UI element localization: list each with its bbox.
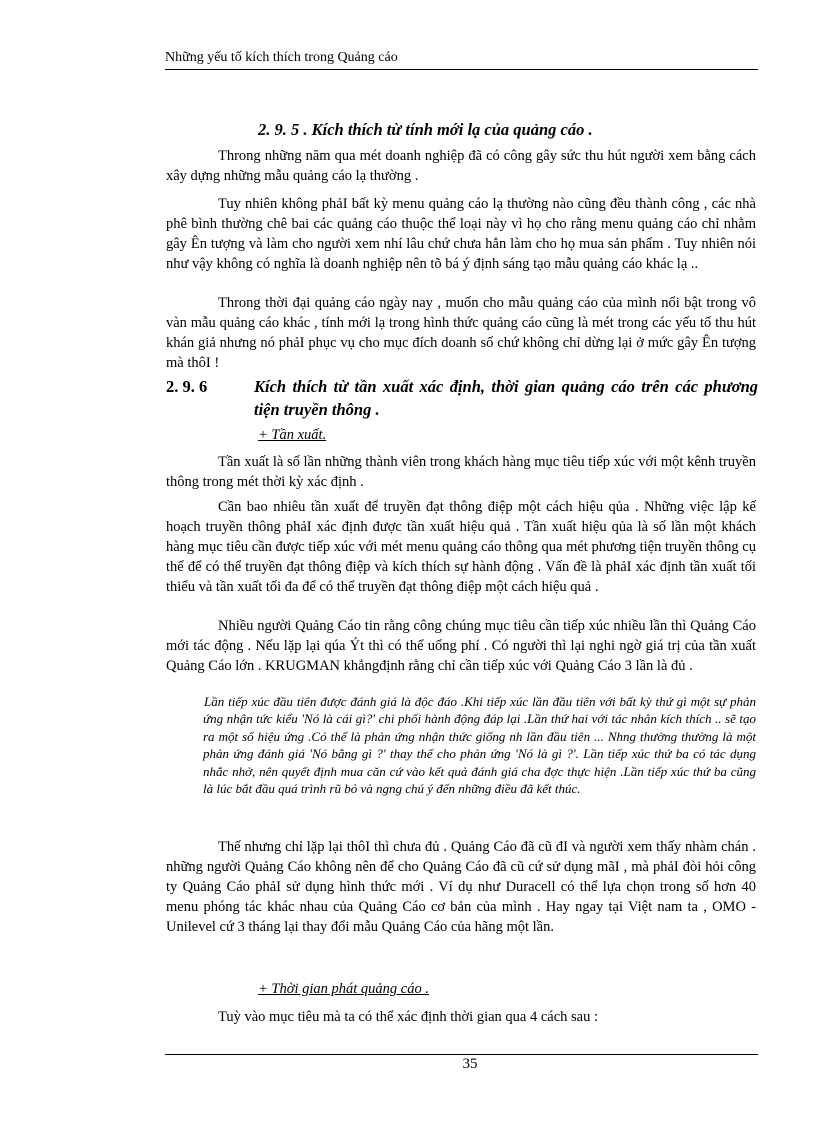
section-number: 2. 9. 6 — [166, 377, 208, 396]
subheading-broadcast-time: + Thời gian phát quảng cáo . — [258, 981, 429, 997]
header-divider — [165, 69, 758, 70]
footer-divider — [165, 1054, 758, 1055]
paragraph: Tần xuất là số lần những thành viên trong khách hàng mục tiêu tiếp xúc với một kênh truyền thông trong mét thời kỳ xác định . — [166, 454, 756, 490]
paragraph: Throng những năm qua mét doanh nghiệp đã có công gây sức thu hút người xem bằng cách xây dựng những mẫu quảng cáo lạ thường . — [166, 148, 756, 184]
subheading-frequency: + Tần xuất. — [258, 427, 327, 443]
section-heading-2-9-5: 2. 9. 5 . Kích thích từ tính mới lạ của quảng cáo . — [258, 120, 593, 139]
paragraph: Nhiều người Quảng Cáo tin rằng công chúng mục tiêu cần tiếp xúc nhiều lần thì Quảng Cáo mới tác động . Nếu lặp lại qúa Ýt thì có thể uổng phí . Có người thì lại nghi ngờ giá trị của tần xuất Quảng Cáo lớn . KRUGMAN khẳngđịnh rằng chỉ cần tiếp xúc với Quảng Cáo 3 lần là đủ . — [166, 618, 756, 674]
paragraph: Tuỳ vào mục tiêu mà ta có thể xác định thời gian qua 4 cách sau : — [218, 1009, 599, 1025]
block-quote: Lần tiếp xúc đầu tiên được đánh giá là độc đáo .Khi tiếp xúc lần đầu tiên với bất kỳ thứ gì một sự phản ứng nhận tức kiểu 'Nó là cái gì?' chi phối hành động đáp lại .Lần thứ hai với tác nhân kích thích .. sẽ tạo ra một số hiệu ứng .Có thể là phản ứng nhận thức giống nh lần đầu tiên ... Nhng thường thường là một phản ứng đánh giá 'Nó bằng gì ?' thay thế cho phản ứng 'Nó là gì ?'. Lần tiếp xúc thứ ba có tác dụng nhắc nhở, nên quyết định mua căn cứ vào kết quả đánh giá cha đợc thực hiện .Lần tiếp xúc thứ ba cũng là lúc bắt đầu quá trình rũ bỏ và ngng chú ý đến những điều đã kết thúc. — [203, 694, 756, 797]
paragraph: Cần bao nhiêu tần xuất để truyền đạt thông điệp một cách hiệu qủa . Những việc lập kế hoạch truyền thông phảI xác định được tần xuất hiệu quả . Tần xuất hiệu qủa là số lần một khách hàng mục tiêu cần được tiếp xúc với mét menu quảng cáo thông qua mét phương tiện truyền thông cụ thể để có thể truyền đạt thông điệp và kích thích sự hành động . Vấn đề là phảI xác định tần xuất tối thiểu và tần xuất tối đa để có thể truyền đạt thông điệp một cách hiệu quả . — [166, 499, 756, 595]
paragraph: Throng thời đại quảng cáo ngày nay , muốn cho mẫu quảng cáo của mình nổi bật trong vô vàn mẫu quảng cáo khác , tính mới lạ trong hình thức quảng cáo cũng là mét trong các yếu tố thu hút khán giả nhưng nó phảI phục vụ cho mục đích doanh số chứ không chỉ dừng lại ở mức gây Ên tượng mà thôI ! — [166, 295, 756, 371]
running-header: Những yếu tố kích thích trong Quảng cáo — [165, 50, 398, 65]
paragraph: Tuy nhiên không phảI bất kỳ menu quảng cáo lạ thường nào cũng đều thành công , các nhà phê bình thường chê bai các quảng cáo thuộc thể loại này vì họ cho rằng menu quảng cáo chỉ nhằm gây Ên tượng và làm cho người xem nhí lâu chứ chưa hẳn làm cho họ mua sản phẩm . Tuy nhiên nói như vậy không có nghĩa là doanh nghiệp nên tõ bá ý định sáng tạo mẫu quảng cáo khác lạ .. — [166, 196, 756, 272]
page-number: 35 — [462, 1056, 478, 1072]
paragraph: Thế nhưng chỉ lặp lại thôI thì chưa đủ . Quảng Cáo đã cũ đI và người xem thấy nhàm chán . những người Quảng Cáo không nên để cho Quảng Cáo đã cũ cứ sử dụng mãI , mà phảI đòi hỏi công ty Quảng Cáo phảI sử dụng hình thức mới . Ví dụ như Duracell có thể lựa chọn trong số hơn 40 menu phóng tác khác nhau của Quảng Cáo cơ bản của mình . Hay ngay tại Việt nam ta , OMO - Unilevel cứ 3 tháng lại thay đổi mẫu Quảng Cáo của hãng một lần. — [166, 839, 756, 935]
section-title: Kích thích từ tần xuất xác định, thời gian quảng cáo trên các phương tiện truyền thông . — [254, 377, 758, 419]
